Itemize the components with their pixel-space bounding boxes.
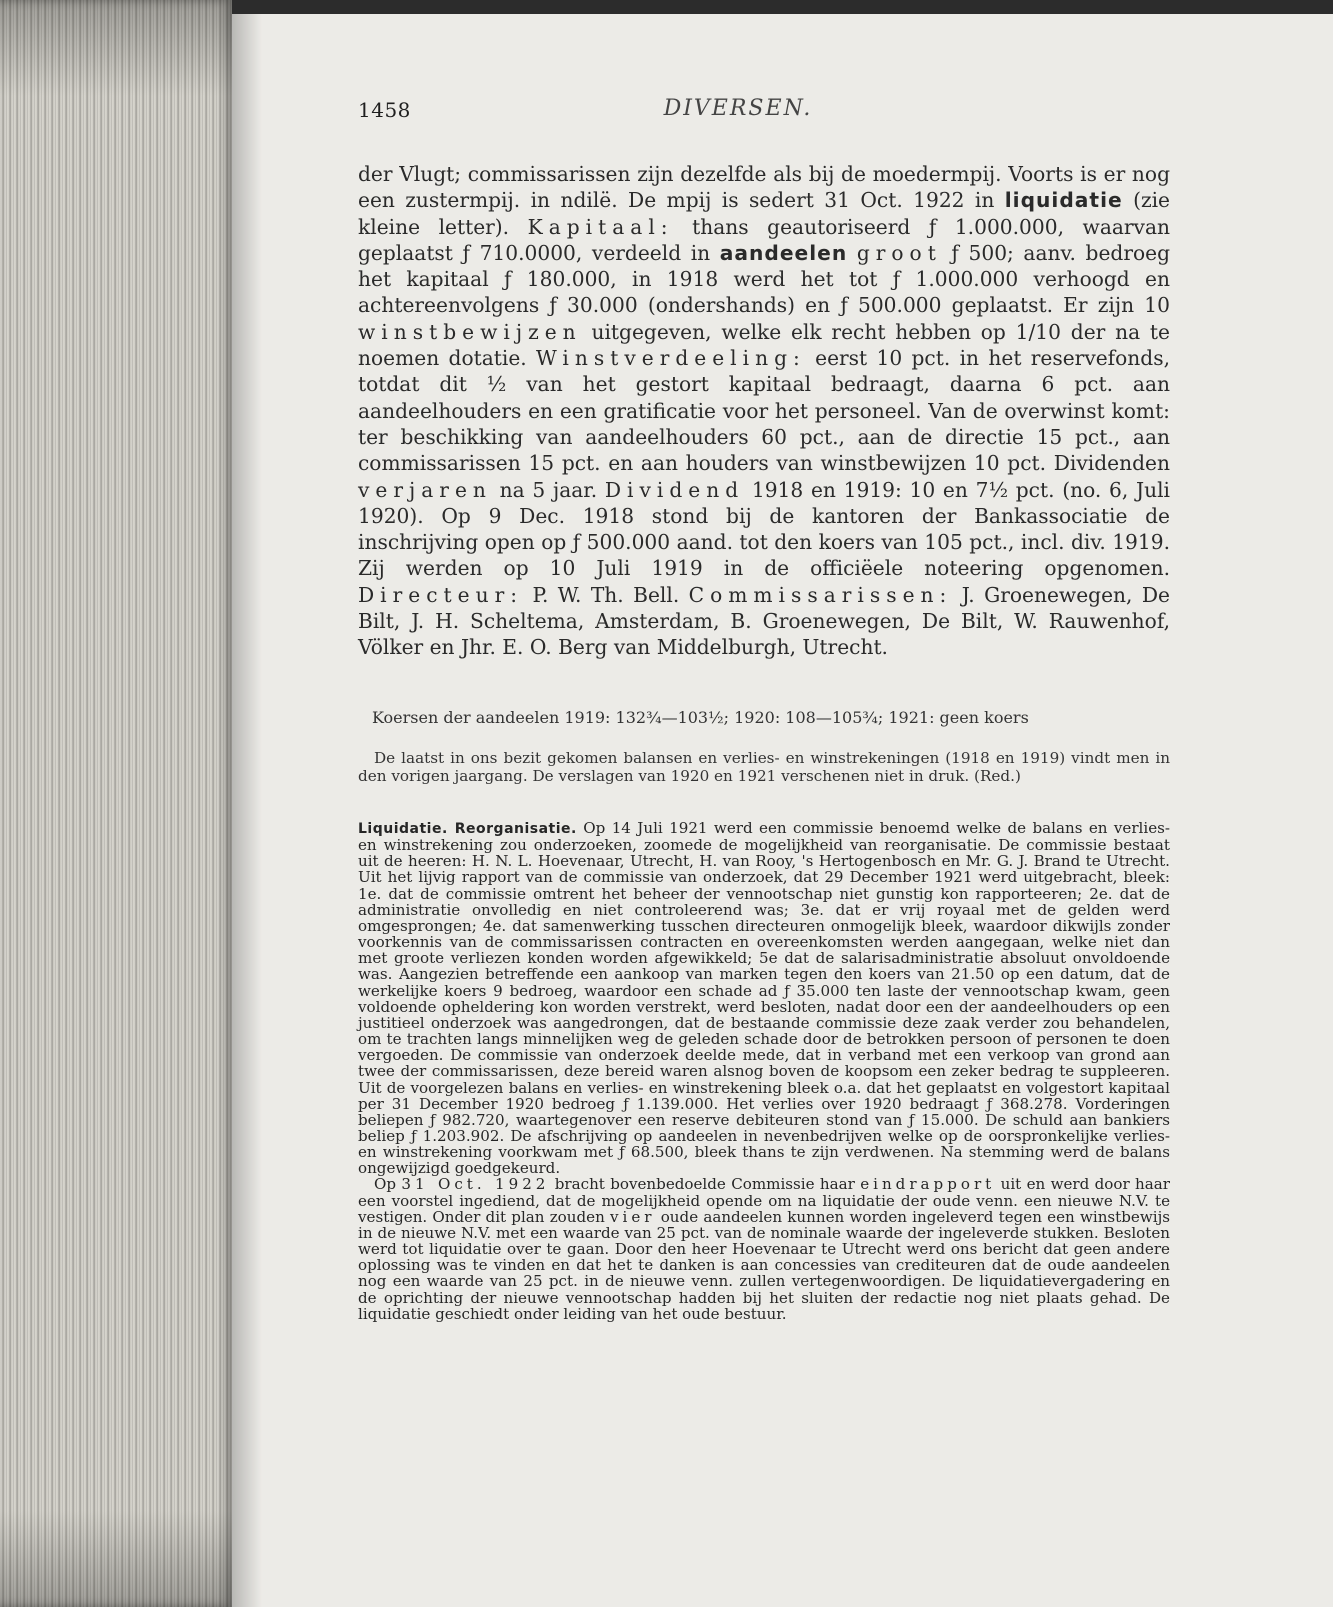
liquidatie-heading: Liquidatie. Reorganisatie. [358,821,577,837]
text-run: (zie kleine letter). [358,188,1170,239]
text-run: na 5 jaar. [491,477,605,502]
text-run: der Vlugt; commissarissen zijn dezelfde als bij de moedermpij. Voorts is er nog een zustermpij. in ndilë. De mpij is sedert 31 Oct. 1922 in [358,162,1170,213]
text-run: uit en werd door haar een voorstel ingediend, dat de mogelijkheid opende om na liquidatie der oude venn. een nieuwe N.V. te vestigen. Onder dit plan zouden [358,1175,1170,1226]
liquidatie-section [358,820,1170,1322]
editorial-note [358,750,1170,785]
groot-term: groot [856,240,942,265]
liquidatie-paragraph-1 [358,820,1170,1176]
text-run [847,241,857,265]
winstverdeeling-heading: Winstverdeeling: [536,346,806,371]
text-run: thans geautoriseerd ƒ 1.000.000, waarvan geplaatst ƒ 710.0000, verdeeld in [358,214,1170,265]
commissarissen-heading: Commissarissen: [688,582,953,607]
verjaren-term: verjaren [358,477,492,502]
book-page-edges [0,0,232,1607]
dividend-heading: Dividend [604,477,745,502]
kapitaal-heading: Kapitaal: [527,214,674,239]
page-header [358,98,1333,128]
main-paragraph [358,161,1170,661]
vier-term: vier [610,1207,656,1226]
liquidatie-paragraph-2 [358,1176,1170,1321]
liquidatie-term: liquidatie [1004,188,1123,213]
eindrapport-term: eindrapport [860,1175,996,1194]
text-run: oude aandeelen kunnen worden ingeleverd tegen een winstbewijs in de nieuwe N.V. met een waarde van 25 pct. van de nominale waarde der ingeleverde stukken. Besloten werd tot liquidatie over te gaan. Door den heer Hoevenaar te Utrecht werd ons bericht dat geen andere oplossing was te vinden en dat het te danken is aan concessies van crediteuren dat de oude aandeelen nog een waarde van 25 pct. in de nieuwe venn. zullen vertegenwoordigen. De liquidatievergadering en de oprichting der nieuwe vennootschap hadden bij het sluiten der redactie nog niet plaats gehad. De liquidatie geschiedt onder leiding van het oude bestuur. [358,1207,1170,1323]
page-number: 1458 [358,98,411,122]
text-run: bracht bovenbedoelde Commissie haar [549,1175,861,1194]
share-prices-line: Koersen der aandeelen 1919: 132¾—103½; 1920: 108—105¾; 1921: geen koers [372,708,1029,727]
spaced-date: 31 Oct. 1922 [401,1175,550,1194]
text-run: Op [374,1175,402,1194]
text-run: eerst 10 pct. in het reservefonds, totdat dit ½ van het gestort kapitaal bedraagt, daarna 6 pct. aan aandeelhouders en een gratificatie voor het personeel. Van de overwinst komt: ter beschikking van aandeelhouders 60 pct., aan de directie 15 pct., aan commissarissen 15 pct. en aan houders van winstbewijzen 10 pct. Dividenden [358,346,1171,476]
directeur-heading: Directeur: [358,582,524,607]
running-title: DIVERSEN. [663,96,813,121]
company-description [358,161,1170,661]
text-run: J. Groenewegen, De Bilt, J. H. Scheltema, Amsterdam, B. Groenewegen, De Bilt, W. Rauwenhof, Völker en Jhr. E. O. Berg van Middelburgh, Utrecht. [358,582,1170,660]
text-run: P. W. Th. Bell. [523,582,689,607]
winstbewijzen-term: winstbewijzen [358,319,582,344]
aandeelen-term: aandeelen [719,240,848,265]
text-run: Op 14 Juli 1921 werd een commissie benoemd welke de balans en verlies- en winstrekening zou onderzoeken, zoomede de mogelijkheid van reorganisatie. De commissie bestaat uit de heeren: H. N. L. Hoevenaar, Utrecht, H. van Rooy, 's Hertogenbosch en Mr. G. J. Brand te Utrecht. Uit het lijvig rapport van de commissie van onderzoek, dat 29 December 1921 werd uitgebracht, bleek: 1e. dat de commissie omtrent het beheer der vennootschap niet gunstig kon rapporteeren; 2e. dat de administratie onvolledig en niet controleerend was; 3e. dat er vrij royaal met de gelden werd omgesprongen; 4e. dat samenwerking tusschen directeuren onmogelijk bleek, waardoor dikwijls zonder voorkennis van de commissarissen contracten en overeenkomsten werden aangegaan, welke niet dan met groote verliezen konden worden afgewikkeld; 5e dat de salarisadministratie absoluut onvoldoende was. Aangezien betreffende een aankoop van marken tegen den koers van 21.50 op een datum, dat de werkelijke koers 9 bedroeg, waardoor een schade ad ƒ 35.000 ten laste der vennootschap kwam, geen voldoende opheldering kon worden verstrekt, werd besloten, nadat door een der aandeelhouders op een justitieel onderzoek was aangedrongen, dat de bestaande commissie deze zaak verder zou behandelen, om te trachten langs minnelijken weg de geleden schade door de betrokken persoon of personen te doen vergoeden. De commissie van onderzoek deelde mede, dat in verband met een verkoop van grond aan twee der commissarissen, deze bereid waren alsnog boven de koopsom een zeker bedrag te suppleeren. Uit de voorgelezen balans en verlies- en winstrekening bleek o.a. dat het geplaatst en volgestort kapitaal per 31 December 1920 bedroeg ƒ 1.139.000. Het verlies over 1920 bedraagt ƒ 368.278. Vorderingen beliepen ƒ 982.720, waartegenover een reserve debiteuren stond van ƒ 15.000. De schuld aan bankiers beliep ƒ 1.203.902. De afschrijving op aandeelen in nevenbedrijven welke op de oorspronkelijke verlies- en winstrekening voorkwam met ƒ 68.500, bleek thans te zijn verdwenen. Na stemming werd de balans ongewijzigd goedgekeurd. [358,819,1170,1178]
text-run: ƒ 500; aanv. bedroeg het kapitaal ƒ 180.000, in 1918 werd het tot ƒ 1.000.000 verhoogd en achtereenvolgens ƒ 30.000 (ondershands) en ƒ 500.000 geplaatst. Er zijn 10 [358,240,1171,318]
text-run: uitgegeven, welke elk recht hebben op 1/10 der na te noemen dotatie. [358,319,1170,371]
text-run: 1918 en 1919: 10 en 7½ pct. (no. 6, Juli 1920). Op 9 Dec. 1918 stond bij de kantoren der Bankassociatie de inschrijving open op ƒ 500.000 aand. tot den koers van 105 pct., incl. div. 1919. Zij werden op 10 Juli 1919 in de officiëele noteering opgenomen. [358,477,1170,581]
book-page [232,14,1333,1607]
editorial-note-text: De laatst in ons bezit gekomen balansen en verlies- en winstrekeningen (1918 en 1919) vindt men in den vorigen jaargang. De verslagen van 1920 en 1921 verschenen niet in druk. (Red.) [358,749,1170,785]
